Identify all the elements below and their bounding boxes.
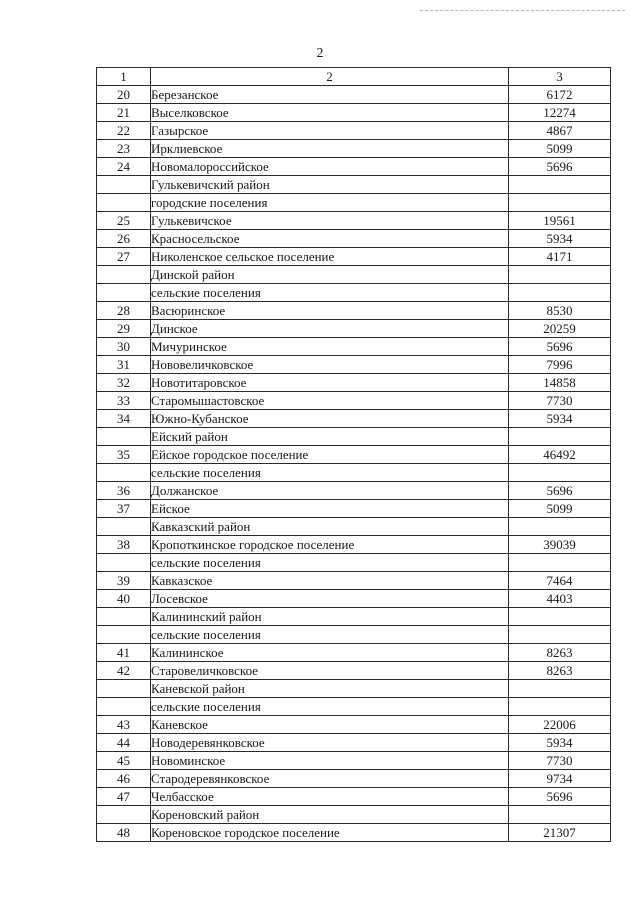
row-name-cell: сельские поселения <box>151 698 509 716</box>
table-row <box>97 428 611 446</box>
row-number-cell: 32 <box>97 374 151 392</box>
table-row <box>97 104 611 122</box>
row-name-cell: Кавказский район <box>151 518 509 536</box>
table-row <box>97 230 611 248</box>
row-number-cell: 31 <box>97 356 151 374</box>
row-value-cell: 8263 <box>509 662 611 680</box>
row-value-cell: 12274 <box>509 104 611 122</box>
row-value-cell: 7464 <box>509 572 611 590</box>
row-value-cell <box>509 518 611 536</box>
row-value-cell: 5099 <box>509 500 611 518</box>
table-row <box>97 770 611 788</box>
row-name-cell: сельские поселения <box>151 464 509 482</box>
column-header-value: 3 <box>509 68 611 86</box>
table-row <box>97 248 611 266</box>
settlements-table <box>96 67 611 842</box>
row-number-cell <box>97 554 151 572</box>
table-row <box>97 464 611 482</box>
row-name-cell: Красносельское <box>151 230 509 248</box>
row-name-cell: Динской район <box>151 266 509 284</box>
table-row <box>97 158 611 176</box>
row-name-cell: Кавказское <box>151 572 509 590</box>
row-number-cell: 24 <box>97 158 151 176</box>
row-value-cell: 4403 <box>509 590 611 608</box>
row-value-cell: 5696 <box>509 788 611 806</box>
table-row <box>97 302 611 320</box>
page-number: 2 <box>316 46 324 61</box>
row-number-cell: 38 <box>97 536 151 554</box>
row-number-cell: 23 <box>97 140 151 158</box>
row-value-cell: 14858 <box>509 374 611 392</box>
row-number-cell: 30 <box>97 338 151 356</box>
scan-artifact-line <box>420 10 625 11</box>
row-name-cell: Мичуринское <box>151 338 509 356</box>
table-row <box>97 194 611 212</box>
row-name-cell: сельские поселения <box>151 626 509 644</box>
row-name-cell: Ейский район <box>151 428 509 446</box>
row-value-cell: 5696 <box>509 482 611 500</box>
table-row <box>97 356 611 374</box>
row-name-cell: Васюринское <box>151 302 509 320</box>
table-header-row <box>97 68 611 86</box>
row-number-cell: 40 <box>97 590 151 608</box>
table-row <box>97 554 611 572</box>
row-name-cell: Гулькевичский район <box>151 176 509 194</box>
row-value-cell <box>509 176 611 194</box>
table-row <box>97 716 611 734</box>
row-value-cell <box>509 680 611 698</box>
row-value-cell: 20259 <box>509 320 611 338</box>
row-value-cell: 5696 <box>509 338 611 356</box>
row-value-cell: 6172 <box>509 86 611 104</box>
row-number-cell <box>97 680 151 698</box>
row-number-cell: 34 <box>97 410 151 428</box>
table-row <box>97 734 611 752</box>
row-value-cell: 7996 <box>509 356 611 374</box>
row-number-cell: 20 <box>97 86 151 104</box>
row-name-cell: Южно-Кубанское <box>151 410 509 428</box>
row-name-cell: Новоминское <box>151 752 509 770</box>
table-row <box>97 176 611 194</box>
row-name-cell: Ирклиевское <box>151 140 509 158</box>
row-number-cell: 27 <box>97 248 151 266</box>
row-name-cell: Ейское городское поселение <box>151 446 509 464</box>
table-row <box>97 320 611 338</box>
column-header-name: 2 <box>151 68 509 86</box>
row-value-cell <box>509 266 611 284</box>
row-number-cell: 29 <box>97 320 151 338</box>
table-row <box>97 518 611 536</box>
row-value-cell: 5696 <box>509 158 611 176</box>
table-row <box>97 482 611 500</box>
row-value-cell <box>509 194 611 212</box>
row-name-cell: Калининский район <box>151 608 509 626</box>
table-row <box>97 680 611 698</box>
row-name-cell: Каневское <box>151 716 509 734</box>
row-value-cell: 7730 <box>509 392 611 410</box>
row-number-cell: 28 <box>97 302 151 320</box>
row-name-cell: Кропоткинское городское поселение <box>151 536 509 554</box>
row-name-cell: Старовеличковское <box>151 662 509 680</box>
row-number-cell: 22 <box>97 122 151 140</box>
table-row <box>97 140 611 158</box>
table-row <box>97 392 611 410</box>
table-row <box>97 788 611 806</box>
row-number-cell: 33 <box>97 392 151 410</box>
row-value-cell: 8263 <box>509 644 611 662</box>
row-name-cell: Выселковское <box>151 104 509 122</box>
row-number-cell <box>97 194 151 212</box>
row-number-cell: 25 <box>97 212 151 230</box>
row-value-cell <box>509 554 611 572</box>
row-number-cell: 47 <box>97 788 151 806</box>
row-number-cell <box>97 428 151 446</box>
table-row <box>97 626 611 644</box>
row-name-cell: Гулькевичское <box>151 212 509 230</box>
row-number-cell: 21 <box>97 104 151 122</box>
row-number-cell <box>97 626 151 644</box>
table-row <box>97 644 611 662</box>
row-number-cell <box>97 518 151 536</box>
row-value-cell: 21307 <box>509 824 611 842</box>
row-value-cell <box>509 428 611 446</box>
row-name-cell: Газырское <box>151 122 509 140</box>
table-row <box>97 572 611 590</box>
row-value-cell: 22006 <box>509 716 611 734</box>
table-row <box>97 446 611 464</box>
row-number-cell <box>97 266 151 284</box>
row-number-cell: 41 <box>97 644 151 662</box>
table-row <box>97 212 611 230</box>
row-number-cell: 46 <box>97 770 151 788</box>
row-value-cell <box>509 698 611 716</box>
row-number-cell <box>97 608 151 626</box>
row-value-cell: 4867 <box>509 122 611 140</box>
column-header-number: 1 <box>97 68 151 86</box>
row-value-cell: 5099 <box>509 140 611 158</box>
table-row <box>97 410 611 428</box>
row-name-cell: Лосевское <box>151 590 509 608</box>
row-name-cell: сельские поселения <box>151 284 509 302</box>
row-name-cell: Новомалороссийское <box>151 158 509 176</box>
table-row <box>97 266 611 284</box>
row-name-cell: Кореновский район <box>151 806 509 824</box>
row-value-cell <box>509 284 611 302</box>
table-row <box>97 374 611 392</box>
row-name-cell: Каневской район <box>151 680 509 698</box>
table-row <box>97 590 611 608</box>
row-number-cell: 45 <box>97 752 151 770</box>
row-name-cell: Ейское <box>151 500 509 518</box>
row-name-cell: Нововеличковское <box>151 356 509 374</box>
row-number-cell: 42 <box>97 662 151 680</box>
table-row <box>97 698 611 716</box>
row-number-cell <box>97 176 151 194</box>
row-number-cell: 37 <box>97 500 151 518</box>
row-value-cell <box>509 626 611 644</box>
table-row <box>97 338 611 356</box>
row-number-cell: 36 <box>97 482 151 500</box>
table-row <box>97 500 611 518</box>
table-row <box>97 86 611 104</box>
row-name-cell: Новотитаровское <box>151 374 509 392</box>
row-name-cell: Челбасское <box>151 788 509 806</box>
row-name-cell: сельские поселения <box>151 554 509 572</box>
row-name-cell: Старомышастовское <box>151 392 509 410</box>
row-value-cell <box>509 806 611 824</box>
row-value-cell: 19561 <box>509 212 611 230</box>
row-value-cell: 5934 <box>509 734 611 752</box>
table-row <box>97 824 611 842</box>
table-row <box>97 284 611 302</box>
row-name-cell: Новодеревянковское <box>151 734 509 752</box>
row-number-cell <box>97 806 151 824</box>
table-row <box>97 536 611 554</box>
row-number-cell <box>97 284 151 302</box>
row-number-cell: 44 <box>97 734 151 752</box>
row-number-cell: 43 <box>97 716 151 734</box>
row-name-cell: городские поселения <box>151 194 509 212</box>
row-number-cell: 26 <box>97 230 151 248</box>
row-number-cell <box>97 464 151 482</box>
table-row <box>97 752 611 770</box>
row-name-cell: Стародеревянковское <box>151 770 509 788</box>
row-value-cell: 9734 <box>509 770 611 788</box>
row-number-cell <box>97 698 151 716</box>
row-name-cell: Кореновское городское поселение <box>151 824 509 842</box>
row-value-cell <box>509 464 611 482</box>
row-name-cell: Николенское сельское поселение <box>151 248 509 266</box>
row-name-cell: Должанское <box>151 482 509 500</box>
row-value-cell: 7730 <box>509 752 611 770</box>
table-body <box>97 68 611 842</box>
table-row <box>97 662 611 680</box>
row-value-cell: 39039 <box>509 536 611 554</box>
row-value-cell: 46492 <box>509 446 611 464</box>
row-value-cell <box>509 608 611 626</box>
row-number-cell: 35 <box>97 446 151 464</box>
row-value-cell: 8530 <box>509 302 611 320</box>
table-row <box>97 122 611 140</box>
row-value-cell: 4171 <box>509 248 611 266</box>
table-row <box>97 608 611 626</box>
row-number-cell: 39 <box>97 572 151 590</box>
row-name-cell: Динское <box>151 320 509 338</box>
row-value-cell: 5934 <box>509 230 611 248</box>
row-name-cell: Калининское <box>151 644 509 662</box>
table-row <box>97 806 611 824</box>
row-value-cell: 5934 <box>509 410 611 428</box>
row-number-cell: 48 <box>97 824 151 842</box>
row-name-cell: Березанское <box>151 86 509 104</box>
